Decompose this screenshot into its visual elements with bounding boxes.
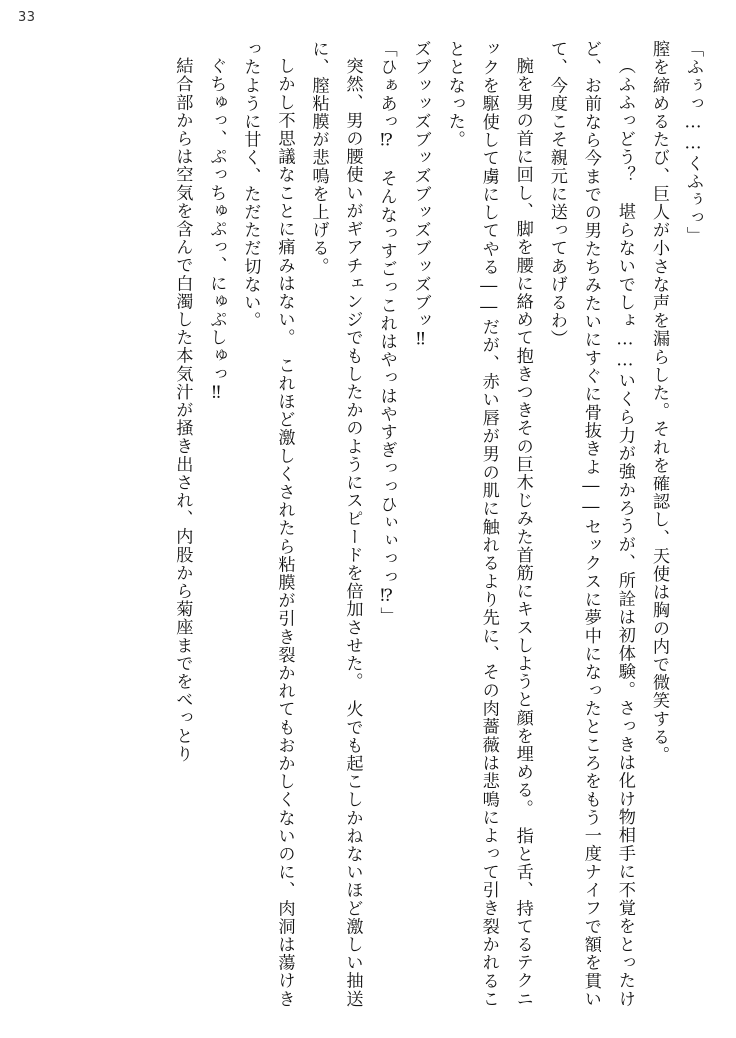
paragraph: 突然、男の腰使いがギアチェンジでもしたかのようにスピードを倍加させた。 火でも起こしかねないほど激しい抽送に、膣粘膜が悲鳴を上げる。	[308, 40, 363, 1008]
paragraph: ぐちゅっ、ぷっちゅぷっ、にゅぷしゅっ‼	[206, 57, 227, 404]
paragraph: （ふふっどう？ 堪らないでしょ……いくら力が強かろうが、所詮は初体験。さっきは化け物相手に不覚をとったけど、お前なら今までの男たちみたいにすぐに骨抜きよ――セックスに夢中になったところをもう一度ナイフで額を貫いて、今度こそ親元に送ってあげるわ）	[546, 40, 635, 1008]
paragraph: ズブッッズブッズブッズブッズブッ‼	[410, 40, 431, 351]
vertical-text-body	[36, 40, 710, 1008]
page-number: 33	[18, 10, 36, 25]
paragraph: 「ふぅっ……くふぅっ」	[683, 40, 703, 245]
paragraph: 腕を男の首に回し、脚を腰に絡めて抱きつきその巨木じみた首筋にキスしようと顔を埋める。 指と舌、持てるテクニックを駆使して虜にしてやる――だが、赤い唇が男の肌に触れるより先に、その肉薔薇は悲鳴によって引き裂かれることとなった。	[444, 40, 533, 1008]
paragraph: 結合部からは空気を含んで白濁した本気汁が掻き出され、内股から菊座までをべっとり	[172, 57, 193, 764]
paragraph: しかし不思議なことに痛みはない。 これほど激しくされたら粘膜が引き裂かれてもおかしくないのに、肉洞は蕩けきったように甘く、ただただ切ない。	[240, 40, 295, 1008]
paragraph: 「ひぁあっ⁉ そんなっすごっこれはやっはやすぎっっひぃぃっっ⁉」	[376, 40, 397, 625]
paragraph: 膣を締めるたび、巨人が小さな声を漏らした。それを確認し、天使は胸の内で微笑する。	[648, 40, 669, 764]
